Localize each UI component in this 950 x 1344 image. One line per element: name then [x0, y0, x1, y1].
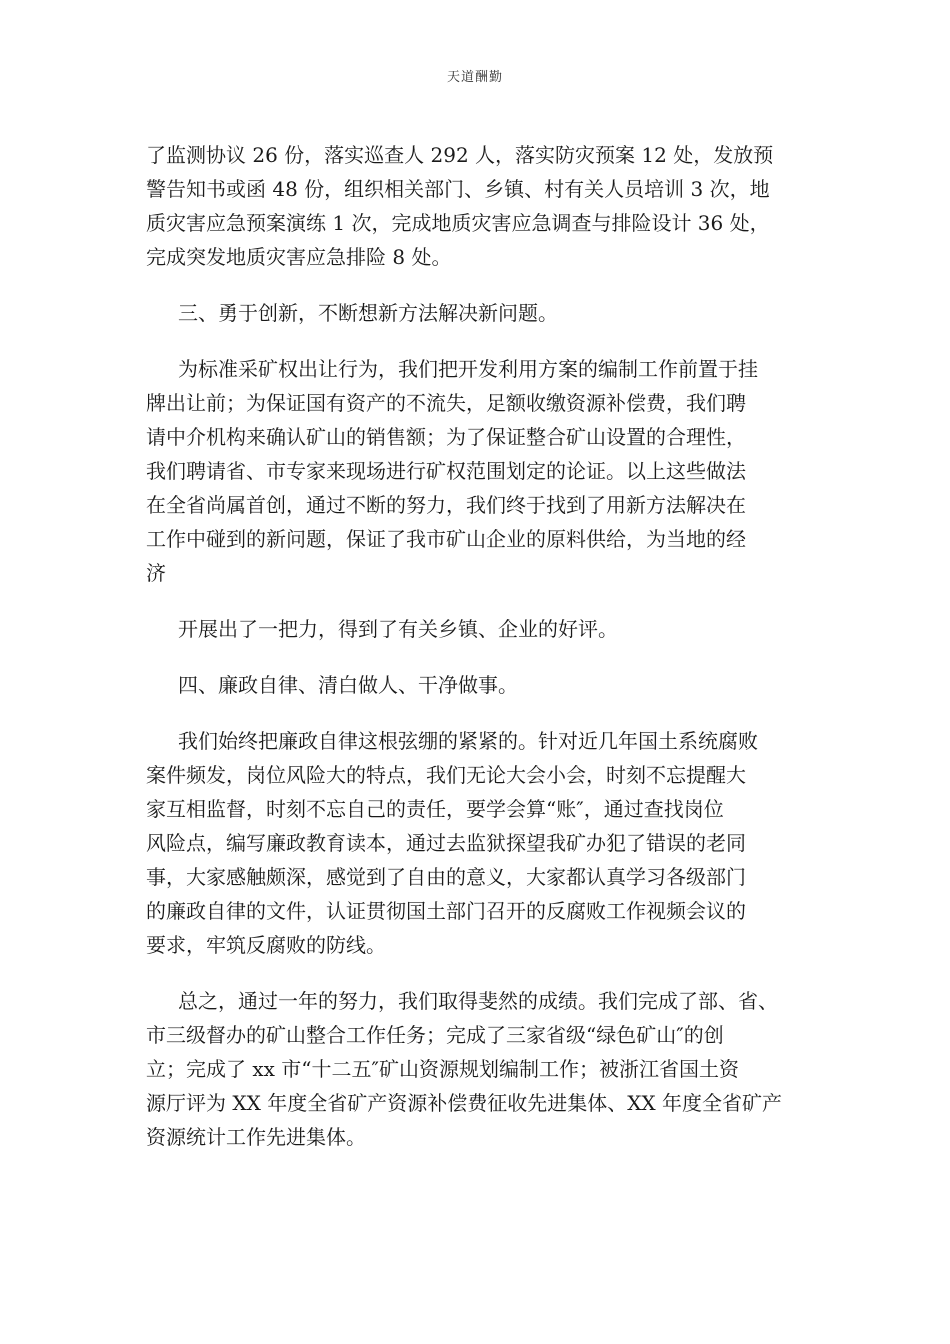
text-line: 资源统计工作先进集体。	[146, 1125, 366, 1149]
text-line: 工作中碰到的新问题，保证了我市矿山企业的原料供给，为当地的经	[146, 527, 746, 551]
text-line: 要求，牢筑反腐败的防线。	[146, 933, 386, 957]
text-line: 案件频发，岗位风险大的特点，我们无论大会小会，时刻不忘提醒大	[146, 763, 746, 787]
text-line: 在全省尚属首创，通过不断的努力，我们终于找到了用新方法解决在	[146, 493, 746, 517]
paragraph-summary	[146, 984, 816, 1154]
paragraph-integrity	[146, 724, 816, 962]
heading-text: 三、勇于创新，不断想新方法解决新问题。	[178, 301, 558, 325]
text-line: 风险点，编写廉政教育读本，通过去监狱探望我矿办犯了错误的老同	[146, 831, 746, 855]
text-line: 了监测协议 26 份，落实巡查人 292 人，落实防灾预案 12 处，发放预	[146, 143, 774, 167]
paragraph-continuation	[146, 138, 816, 274]
text-line: 开展出了一把力，得到了有关乡镇、企业的好评。	[178, 617, 618, 641]
text-line: 立；完成了 xx 市“十二五″矿山资源规划编制工作；被浙江省国土资	[146, 1057, 739, 1081]
text-line: 质灾害应急预案演练 1 次，完成地质灾害应急调查与排险设计 36 处，	[146, 211, 770, 235]
heading-text: 四、廉政自律、清白做人、干净做事。	[178, 673, 518, 697]
text-line: 的廉政自律的文件，认证贯彻国土部门召开的反腐败工作视频会议的	[146, 899, 746, 923]
text-line: 源厅评为 XX 年度全省矿产资源补偿费征收先进集体、XX 年度全省矿产	[146, 1091, 783, 1115]
text-line: 警告知书或函 48 份，组织相关部门、乡镇、村有关人员培训 3 次，地	[146, 177, 770, 201]
paragraph-innovation	[146, 352, 816, 590]
text-line: 济	[146, 561, 166, 585]
section-heading-3	[146, 296, 816, 330]
text-line: 请中介机构来确认矿山的销售额；为了保证整合矿山设置的合理性，	[146, 425, 746, 449]
text-line: 家互相监督，时刻不忘自己的责任，要学会算“账″，通过查找岗位	[146, 797, 724, 821]
paragraph-contribution	[146, 612, 816, 646]
text-line: 牌出让前；为保证国有资产的不流失，足额收缴资源补偿费，我们聘	[146, 391, 746, 415]
text-line: 我们始终把廉政自律这根弦绷的紧紧的。针对近几年国土系统腐败	[178, 729, 758, 753]
text-line: 我们聘请省、市专家来现场进行矿权范围划定的论证。以上这些做法	[146, 459, 746, 483]
section-heading-4	[146, 668, 816, 702]
text-line: 事，大家感触颇深，感觉到了自由的意义，大家都认真学习各级部门	[146, 865, 746, 889]
document-body	[146, 138, 816, 1176]
text-line: 总之，通过一年的努力，我们取得斐然的成绩。我们完成了部、省、	[178, 989, 778, 1013]
text-line: 为标准采矿权出让行为，我们把开发利用方案的编制工作前置于挂	[178, 357, 758, 381]
page-header: 天道酬勤	[446, 70, 503, 85]
text-line: 市三级督办的矿山整合工作任务；完成了三家省级“绿色矿山″的创	[146, 1023, 724, 1047]
text-line: 完成突发地质灾害应急排险 8 处。	[146, 245, 452, 269]
